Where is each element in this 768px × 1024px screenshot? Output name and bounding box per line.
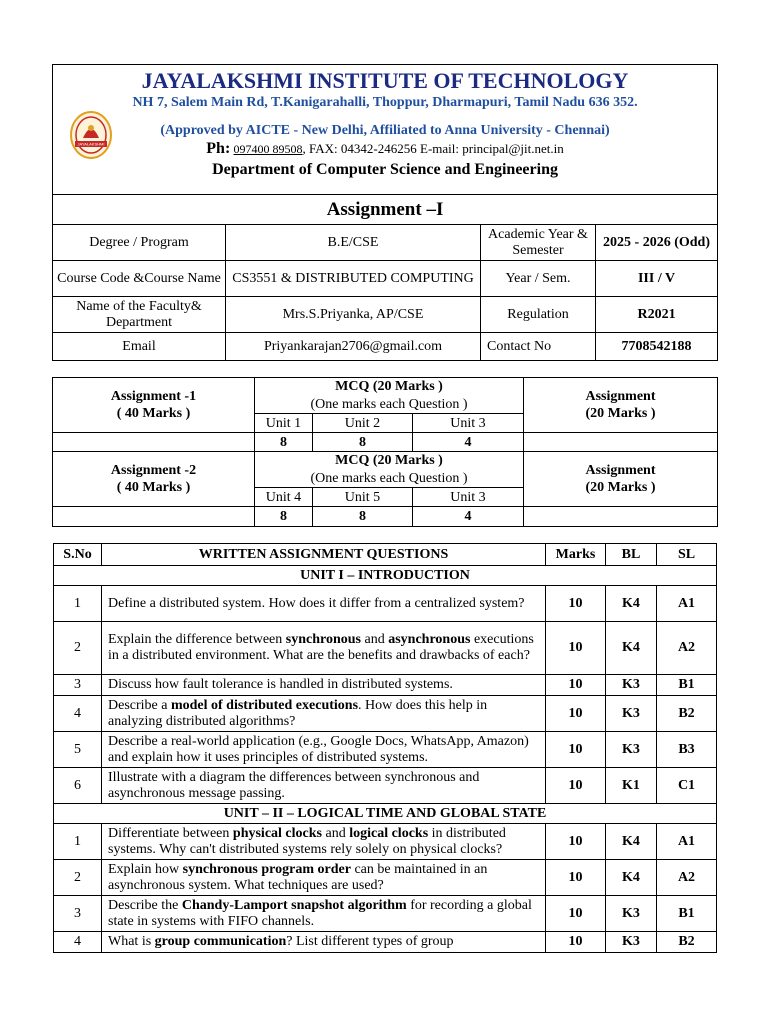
unit-header: Unit 2 (313, 414, 413, 433)
written-assignment-1-label: Assignment (585, 389, 656, 404)
written-assignment-2-label: Assignment (585, 463, 656, 478)
question-text-part: executions in a distributed environment. What are the benefits and drawbacks of each? (108, 632, 534, 663)
question-sl: C1 (657, 768, 717, 804)
assignment-2-marks: ( 40 Marks ) (116, 480, 191, 495)
assignment-2-label: Assignment -2 (110, 463, 197, 478)
question-text: Discuss how fault tolerance is handled in distributed systems. (102, 675, 546, 696)
written-assignment-1-cell (524, 378, 718, 433)
institute-name: JAYALAKSHMI INSTITUTE OF TECHNOLOGY (141, 67, 629, 93)
question-text: Illustrate with a diagram the differences between synchronous and asynchronous message passing. (102, 768, 546, 804)
question-bl: K4 (606, 622, 657, 675)
regulation-label: Regulation (481, 297, 596, 333)
phone-number: 097400 89508 (233, 141, 303, 156)
question-text-part: Describe a (108, 697, 171, 713)
question-text-part: Explain how (108, 861, 183, 877)
question-marks: 10 (546, 896, 606, 932)
unit-header: Unit 5 (313, 488, 413, 507)
question-sl: A1 (657, 586, 717, 622)
assignment-1-marks: ( 40 Marks ) (116, 406, 191, 421)
unit-count: 4 (413, 433, 524, 452)
question-text-part: What is (108, 934, 155, 949)
question-number: 4 (54, 696, 102, 732)
question-text (102, 824, 546, 860)
table-row (54, 675, 717, 696)
question-sl: A2 (657, 622, 717, 675)
question-sl: B2 (657, 932, 717, 953)
question-sl: B1 (657, 675, 717, 696)
question-text-part: . How does this help in analyzing distributed algorithms? (108, 697, 488, 729)
assignment-1-cell (53, 378, 255, 433)
questions-table (53, 543, 717, 953)
question-text-part: Differentiate between (108, 825, 233, 841)
question-text (102, 860, 546, 896)
contact-label: Contact No (481, 333, 596, 361)
question-sl: B3 (657, 732, 717, 768)
assignment-1-label: Assignment -1 (110, 389, 197, 404)
question-number: 6 (54, 768, 102, 804)
question-keyword: model of distributed executions (170, 697, 359, 713)
year-sem-value: III / V (596, 261, 718, 297)
institute-logo-icon (69, 110, 113, 160)
question-number: 2 (54, 860, 102, 896)
course-label: Course Code &Course Name (53, 261, 226, 297)
question-number: 5 (54, 732, 102, 768)
marks-distribution-table (52, 377, 718, 527)
regulation-value: R2021 (596, 297, 718, 333)
question-text (102, 696, 546, 732)
question-text (102, 932, 546, 953)
question-text-part: and (321, 825, 350, 841)
question-text-part: Describe the (108, 897, 182, 913)
question-marks: 10 (546, 824, 606, 860)
table-row (54, 768, 717, 804)
question-keyword: physical clocks (232, 825, 322, 841)
phone-label: Ph: (206, 139, 231, 157)
question-text-part: and (361, 632, 389, 647)
question-bl: K4 (606, 824, 657, 860)
unit-2-heading: UNIT – II – LOGICAL TIME AND GLOBAL STATE (54, 804, 717, 824)
question-text-part: Explain the difference between (108, 632, 286, 647)
email-label: Email (53, 333, 226, 361)
question-number: 3 (54, 675, 102, 696)
col-header-sl: SL (657, 544, 717, 566)
col-header-marks: Marks (546, 544, 606, 566)
table-row (54, 586, 717, 622)
table-row (54, 932, 717, 953)
question-keyword: logical clocks (349, 825, 429, 841)
assignment-title: Assignment –I (53, 195, 718, 225)
question-text-part: for recording a global state in systems with FIFO channels. (108, 897, 532, 929)
question-text (102, 622, 546, 675)
question-marks: 10 (546, 696, 606, 732)
year-sem-label: Year / Sem. (481, 261, 596, 297)
question-number: 1 (54, 586, 102, 622)
unit-1-heading: UNIT I – INTRODUCTION (54, 566, 717, 586)
question-bl: K1 (606, 768, 657, 804)
written-assignment-2-cell (524, 452, 718, 507)
faculty-value: Mrs.S.Priyanka, AP/CSE (226, 297, 481, 333)
table-row (54, 696, 717, 732)
unit-count: 8 (255, 507, 313, 527)
mcq-title-2: MCQ (20 Marks ) (255, 452, 524, 470)
institute-address: NH 7, Salem Main Rd, T.Kanigarahalli, Thoppur, Dharmapuri, Tamil Nadu 636 352. (132, 94, 638, 110)
question-text-part: in distributed systems. Why can't distributed systems rely solely on physical clocks? (108, 825, 506, 857)
table-row (54, 896, 717, 932)
question-bl: K3 (606, 732, 657, 768)
question-number: 2 (54, 622, 102, 675)
question-bl: K3 (606, 696, 657, 732)
question-keyword: synchronous program order (182, 861, 351, 877)
table-row (54, 622, 717, 675)
faculty-label: Name of the Faculty& Department (53, 297, 226, 333)
spacer-cell (524, 433, 718, 452)
mcq-subtitle-2: (One marks each Question ) (255, 470, 524, 488)
spacer-cell (53, 507, 255, 527)
question-bl: K3 (606, 932, 657, 953)
question-number: 1 (54, 824, 102, 860)
assignment-2-cell (53, 452, 255, 507)
question-marks: 10 (546, 586, 606, 622)
question-keyword: synchronous (285, 632, 361, 647)
table-row (54, 732, 717, 768)
degree-label: Degree / Program (53, 225, 226, 261)
question-marks: 10 (546, 932, 606, 953)
unit-count: 8 (313, 507, 413, 527)
unit-header: Unit 1 (255, 414, 313, 433)
mcq-subtitle-1: (One marks each Question ) (255, 396, 524, 414)
written-assignment-2-marks: (20 Marks ) (585, 480, 656, 495)
question-text-part: ? List different types of group (286, 934, 454, 949)
unit-count: 8 (255, 433, 313, 452)
email-value[interactable]: Priyankarajan2706@gmail.com (226, 333, 481, 361)
question-marks: 10 (546, 860, 606, 896)
col-header-questions: WRITTEN ASSIGNMENT QUESTIONS (102, 544, 546, 566)
header-table (52, 64, 718, 361)
col-header-sno: S.No (54, 544, 102, 566)
spacer-cell (53, 433, 255, 452)
unit-count: 8 (313, 433, 413, 452)
unit-header: Unit 3 (413, 414, 524, 433)
written-assignment-1-marks: (20 Marks ) (585, 406, 656, 421)
question-sl: B2 (657, 696, 717, 732)
question-marks: 10 (546, 768, 606, 804)
question-number: 4 (54, 932, 102, 953)
mcq-title-1: MCQ (20 Marks ) (255, 378, 524, 396)
question-bl: K4 (606, 860, 657, 896)
institute-approval: (Approved by AICTE - New Delhi, Affiliated to Anna University - Chennai) (160, 122, 610, 138)
fax-email: , FAX: 04342-246256 E-mail: principal@jit.net.in (302, 140, 564, 156)
question-bl: K4 (606, 586, 657, 622)
table-row (54, 860, 717, 896)
question-marks: 10 (546, 622, 606, 675)
unit-count: 4 (413, 507, 524, 527)
spacer-cell (524, 507, 718, 527)
question-sl: A1 (657, 824, 717, 860)
question-bl: K3 (606, 675, 657, 696)
question-text (102, 896, 546, 932)
question-sl: B1 (657, 896, 717, 932)
question-marks: 10 (546, 675, 606, 696)
question-keyword: asynchronous (388, 632, 471, 647)
course-value: CS3551 & DISTRIBUTED COMPUTING (226, 261, 481, 297)
question-keyword: Chandy-Lamport snapshot algorithm (181, 897, 407, 913)
question-keyword: group communication (154, 934, 287, 949)
question-bl: K3 (606, 896, 657, 932)
question-sl: A2 (657, 860, 717, 896)
department-name: Department of Computer Science and Engineering (212, 160, 558, 178)
question-number: 3 (54, 896, 102, 932)
institute-header (53, 65, 718, 195)
academic-year-value: 2025 - 2026 (Odd) (596, 225, 718, 261)
institute-contact (53, 140, 717, 158)
question-text-part: can be maintained in an asynchronous system. What techniques are used? (108, 861, 488, 893)
unit-header: Unit 3 (413, 488, 524, 507)
contact-value: 7708542188 (596, 333, 718, 361)
academic-year-label: Academic Year & Semester (481, 225, 596, 261)
col-header-bl: BL (606, 544, 657, 566)
degree-value: B.E/CSE (226, 225, 481, 261)
question-text: Define a distributed system. How does it differ from a centralized system? (102, 586, 546, 622)
table-row (54, 824, 717, 860)
question-text: Describe a real-world application (e.g., Google Docs, WhatsApp, Amazon) and explain how it uses principles of distributed systems. (102, 732, 546, 768)
logo-text: JAYALAKSHMI (77, 141, 105, 147)
question-marks: 10 (546, 732, 606, 768)
unit-header: Unit 4 (255, 488, 313, 507)
